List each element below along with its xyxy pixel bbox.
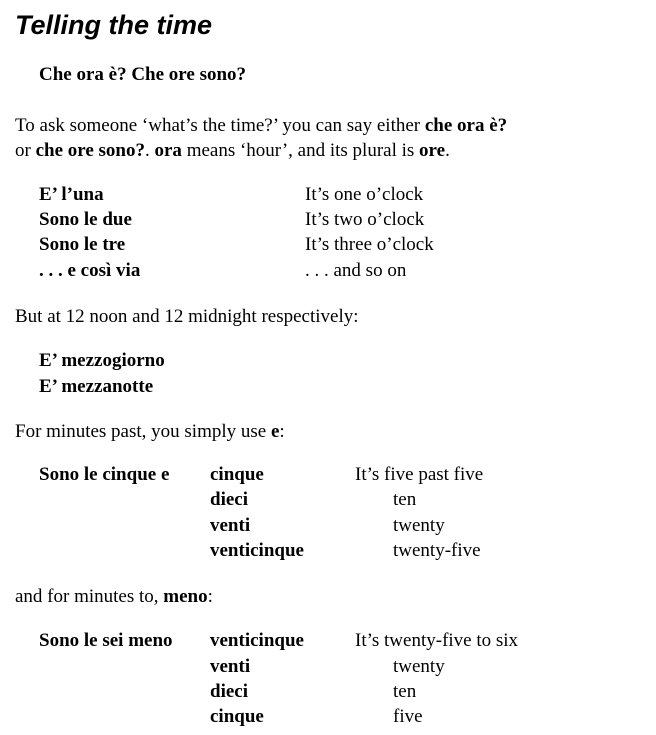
- noon-item: E’ mezzogiorno: [39, 350, 165, 371]
- hours-english-1: It’s one o’clock: [305, 184, 424, 205]
- minutes-to-word-3: dieci: [210, 681, 248, 702]
- minutes-past-word-1: cinque: [210, 464, 264, 485]
- intro-text: To ask someone ‘what’s the time?’ you can say either: [15, 115, 425, 136]
- minutes-past-word-4: venticinque: [210, 540, 304, 561]
- minutes-to-english-1: It’s twenty-five to six: [355, 630, 519, 651]
- hours-italian-3: Sono le tre: [39, 234, 126, 255]
- section-subtitle: Che ora è? Che ore sono?: [39, 64, 247, 85]
- minutes-to-english-2: twenty: [393, 656, 445, 677]
- minutes-to-word-2: venti: [210, 656, 251, 677]
- minutes-to-english-3: ten: [393, 681, 417, 702]
- intro-text: .: [445, 140, 450, 161]
- minutes-past-english-2: ten: [393, 489, 417, 510]
- noon-midnight-intro: But at 12 noon and 12 midnight respectively:: [15, 306, 359, 327]
- intro-word-ora: ora: [154, 140, 182, 161]
- hours-english-2: It’s two o’clock: [305, 209, 425, 230]
- minutes-past-intro: For minutes past, you simply use e:: [15, 421, 285, 442]
- page-title: Telling the time: [15, 10, 213, 40]
- minutes-to-intro: and for minutes to, meno:: [15, 586, 213, 607]
- minutes-past-english-3: twenty: [393, 515, 445, 536]
- minutes-to-word-1: venticinque: [210, 630, 304, 651]
- minutes-past-stem: Sono le cinque e: [39, 464, 170, 485]
- hours-italian-4: . . . e così via: [39, 260, 141, 281]
- minutes-to-english-4: five: [393, 706, 423, 727]
- intro-line-1: [15, 113, 507, 138]
- minutes-past-word-2: dieci: [210, 489, 248, 510]
- minutes-to-stem: Sono le sei meno: [39, 630, 173, 651]
- intro-text: means ‘hour’, and its plural is: [181, 140, 420, 161]
- minutes-past-word-3: venti: [210, 515, 251, 536]
- intro-word-ore: ore: [419, 140, 446, 161]
- intro-line-2: [15, 138, 450, 163]
- hours-italian-1: E’ l’una: [39, 184, 104, 205]
- intro-phrase-che-ora: che ora è?: [424, 115, 508, 136]
- intro-phrase-che-ore: che ore sono?: [35, 140, 145, 161]
- minutes-to-word-4: cinque: [210, 706, 264, 727]
- hours-english-3: It’s three o’clock: [305, 234, 434, 255]
- intro-text: or: [15, 140, 36, 161]
- minutes-past-english-1: It’s five past five: [355, 464, 484, 485]
- midnight-item: E’ mezzanotte: [39, 376, 154, 397]
- hours-english-4: . . . and so on: [305, 260, 407, 281]
- intro-text: .: [145, 140, 155, 161]
- hours-italian-2: Sono le due: [39, 209, 132, 230]
- minutes-past-english-4: twenty-five: [393, 540, 481, 561]
